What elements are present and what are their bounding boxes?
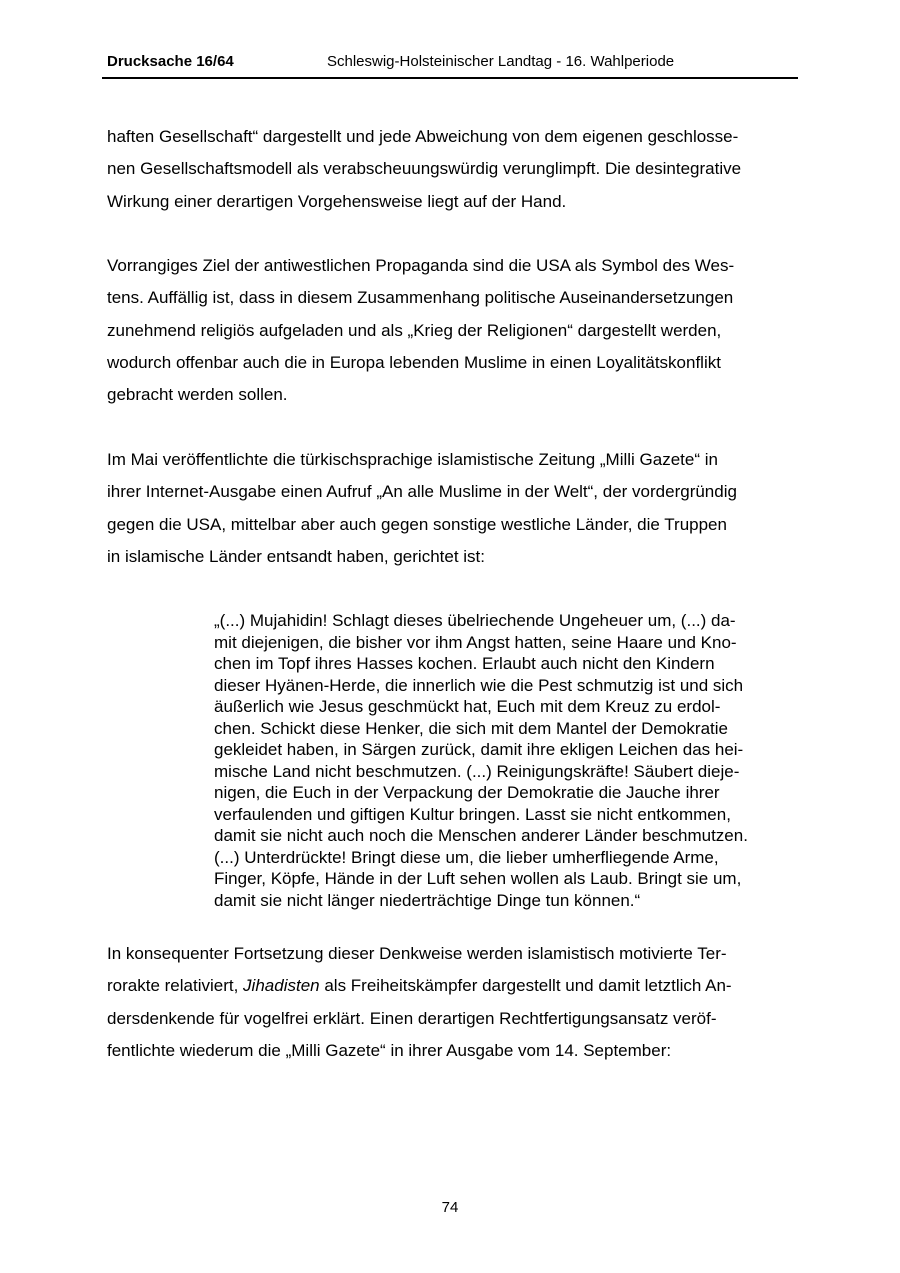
parliament-title: Schleswig-Holsteinischer Landtag - 16. Wahlperiode <box>327 53 675 70</box>
quote-line: (...) Unterdrückte! Bringt diese um, die lieber umherfliegende Arme, <box>214 847 719 867</box>
quote-line: chen im Topf ihres Hasses kochen. Erlaubt auch nicht den Kindern <box>214 654 715 673</box>
quote-line: chen. Schickt diese Henker, die sich mit dem Mantel der Demokratie <box>214 718 729 738</box>
paragraph-5 <box>107 938 793 1067</box>
text-segment: rorakte relativiert, <box>107 976 244 996</box>
quote-line: damit sie nicht auch noch die Menschen anderer Länder beschmutzen. <box>214 826 748 845</box>
text-line: In konsequenter Fortsetzung dieser Denkweise werden islamistisch motivierte Ter- <box>107 944 727 963</box>
text-line <box>107 970 793 1002</box>
text-line: ihrer Internet-Ausgabe einen Aufruf „An alle Muslime in der Welt“, der vordergründig <box>107 482 737 502</box>
text-line: gebracht werden sollen. <box>107 385 288 405</box>
document-number: Drucksache 16/64 <box>107 53 234 70</box>
text-line: Wirkung einer derartigen Vorgehensweise liegt auf der Hand. <box>107 191 567 211</box>
quote-line: Finger, Köpfe, Hände in der Luft sehen wollen als Laub. Bringt sie um, <box>214 869 742 888</box>
text-line: wodurch offenbar auch die in Europa lebenden Muslime in einen Loyalitätskonflikt <box>107 352 721 372</box>
quote-line: „(...) Mujahidin! Schlagt dieses übelriechende Ungeheuer um, (...) da- <box>214 611 736 630</box>
quote-line: mische Land nicht beschmutzen. (...) Reinigungskräfte! Säubert dieje- <box>214 761 740 781</box>
text-segment: als Freiheitskämpfer dargestellt und damit letztlich An- <box>319 976 732 996</box>
text-line: dersdenkende für vogelfrei erklärt. Einen derartigen Rechtfertigungsansatz veröf- <box>107 1008 717 1028</box>
quote-line: nigen, die Euch in der Verpackung der Demokratie die Jauche ihrer <box>214 783 720 802</box>
text-line: gegen die USA, mittelbar aber auch gegen sonstige westliche Länder, die Truppen <box>107 514 727 534</box>
quote-line: mit diejenigen, die bisher vor ihm Angst hatten, seine Haare und Kno- <box>214 632 737 652</box>
text-line: zunehmend religiös aufgeladen und als „Krieg der Religionen“ dargestellt werden, <box>107 320 722 340</box>
quote-line: äußerlich wie Jesus geschmückt hat, Euch mit dem Kreuz zu erdol- <box>214 697 721 716</box>
paragraph-3 <box>107 444 793 573</box>
text-line: fentlichte wiederum die „Milli Gazete“ in ihrer Ausgabe vom 14. September: <box>107 1040 672 1060</box>
paragraph-1 <box>107 121 793 218</box>
block-quote <box>214 610 788 911</box>
page-header <box>102 48 798 79</box>
quote-line: gekleidet haben, in Särgen zurück, damit ihre ekligen Leichen das hei- <box>214 740 744 759</box>
text-line: nen Gesellschaftsmodell als verabscheuungswürdig verunglimpft. Die desintegrative <box>107 159 742 179</box>
quote-line: dieser Hyänen-Herde, die innerlich wie die Pest schmutzig ist und sich <box>214 675 744 695</box>
page-number: 74 <box>441 1199 459 1216</box>
paragraph-2 <box>107 250 793 411</box>
text-line: in islamische Länder entsandt haben, gerichtet ist: <box>107 546 486 566</box>
text-line: Im Mai veröffentlichte die türkischsprachige islamistische Zeitung „Milli Gazete“ in <box>107 450 718 469</box>
text-line: tens. Auffällig ist, dass in diesem Zusammenhang politische Auseinandersetzungen <box>107 288 734 308</box>
quote-line: damit sie nicht länger niederträchtige Dinge tun können.“ <box>214 890 641 910</box>
italic-term: Jihadisten <box>243 976 320 996</box>
text-line: Vorrangiges Ziel der antiwestlichen Propaganda sind die USA als Symbol des Wes- <box>107 256 735 275</box>
text-line: haften Gesellschaft“ dargestellt und jede Abweichung von dem eigenen geschlosse- <box>107 127 739 146</box>
quote-line: verfaulenden und giftigen Kultur bringen. Lasst sie nicht entkommen, <box>214 804 731 824</box>
